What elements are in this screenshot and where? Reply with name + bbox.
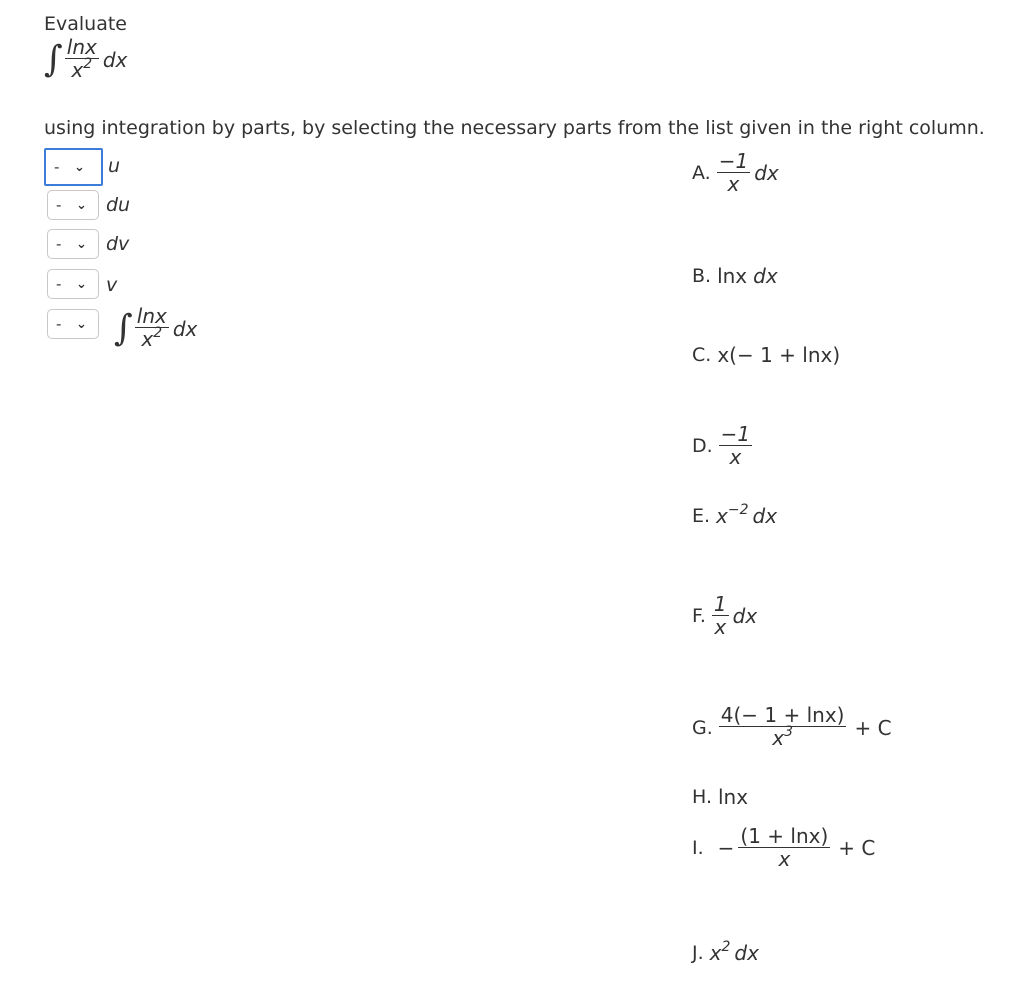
problem-integral xyxy=(44,36,127,84)
final-numerator: lnx xyxy=(136,304,167,328)
final-integral-fraction xyxy=(135,305,169,353)
option-a-tail: dx xyxy=(754,160,779,185)
option-g xyxy=(692,704,892,752)
option-b-tail: dx xyxy=(753,264,778,288)
option-e-exponent: −2 xyxy=(727,502,749,518)
option-j-exponent: 2 xyxy=(721,939,731,955)
option-i-denominator: x xyxy=(778,847,791,871)
integrand-differential: dx xyxy=(102,48,128,72)
integral-sign: ∫ xyxy=(114,308,133,349)
option-h-expr: lnx xyxy=(718,785,749,809)
final-exponent: 2 xyxy=(153,325,163,341)
option-d-numerator: −1 xyxy=(720,422,751,446)
option-h xyxy=(692,785,748,809)
option-f-tail: dx xyxy=(732,603,758,628)
option-letter: H. xyxy=(692,786,712,808)
option-letter: F. xyxy=(692,604,706,627)
option-f-denominator: x xyxy=(714,615,727,639)
instruction-text: using integration by parts, by selecting the necessary parts from the list given in the right column. xyxy=(44,117,985,139)
select-value: - xyxy=(56,235,62,253)
option-letter: I. xyxy=(692,836,704,859)
evaluate-label: Evaluate xyxy=(44,13,127,35)
integrand-numerator: lnx xyxy=(66,35,97,59)
integrand-fraction xyxy=(65,36,99,84)
select-du[interactable] xyxy=(47,190,99,220)
option-letter: G. xyxy=(692,717,713,739)
select-label-dv: dv xyxy=(106,233,130,255)
option-letter: E. xyxy=(692,505,711,527)
option-j-tail: dx xyxy=(734,941,759,965)
integrand-denominator: x xyxy=(71,58,84,82)
chevron-down-icon: ⌄ xyxy=(76,236,87,252)
final-differential: dx xyxy=(172,317,198,341)
option-b-expr: lnx xyxy=(717,264,748,288)
select-value: - xyxy=(56,196,62,214)
select-value: - xyxy=(56,315,62,333)
option-i-sign: − xyxy=(717,835,735,860)
chevron-down-icon: ⌄ xyxy=(76,276,87,292)
select-u[interactable] xyxy=(44,148,103,186)
integral-sign: ∫ xyxy=(44,39,63,80)
option-letter: J. xyxy=(692,942,704,964)
select-label-v: v xyxy=(106,274,118,296)
option-letter: B. xyxy=(692,265,712,287)
option-f xyxy=(692,593,757,638)
select-integral[interactable] xyxy=(47,309,99,339)
option-letter: C. xyxy=(692,344,712,366)
select-label-du: du xyxy=(106,194,131,216)
option-b xyxy=(692,264,778,288)
option-e-tail: dx xyxy=(752,504,778,528)
option-d xyxy=(692,423,752,468)
chevron-down-icon: ⌄ xyxy=(74,159,85,175)
option-g-numerator: 4(− 1 + lnx) xyxy=(720,703,845,727)
option-a-numerator: −1 xyxy=(718,149,749,173)
select-label-u: u xyxy=(108,155,121,177)
option-i-numerator: (1 + lnx) xyxy=(740,824,829,848)
option-a-denominator: x xyxy=(727,172,740,196)
select-value: - xyxy=(54,158,60,176)
final-integral xyxy=(114,305,197,353)
chevron-down-icon: ⌄ xyxy=(76,316,87,332)
option-e xyxy=(692,504,777,528)
integrand-exponent: 2 xyxy=(83,56,93,72)
option-letter: A. xyxy=(692,161,711,184)
select-dv[interactable] xyxy=(47,229,99,259)
option-a xyxy=(692,150,779,195)
option-e-base: x xyxy=(716,504,728,528)
chevron-down-icon: ⌄ xyxy=(76,197,87,213)
option-f-numerator: 1 xyxy=(713,592,727,616)
option-g-den-base: x xyxy=(772,726,785,750)
option-g-tail: + C xyxy=(854,716,892,740)
option-i-tail: + C xyxy=(838,835,876,860)
select-v[interactable] xyxy=(47,269,99,299)
option-j xyxy=(692,941,759,965)
select-value: - xyxy=(56,275,62,293)
option-g-den-exponent: 3 xyxy=(784,724,793,740)
final-denominator: x xyxy=(141,327,154,351)
option-i xyxy=(692,825,875,870)
option-j-base: x xyxy=(709,941,722,965)
option-c-expr: x(− 1 + lnx) xyxy=(717,343,841,367)
option-c xyxy=(692,343,840,367)
option-letter: D. xyxy=(692,434,713,457)
option-d-denominator: x xyxy=(729,445,742,469)
